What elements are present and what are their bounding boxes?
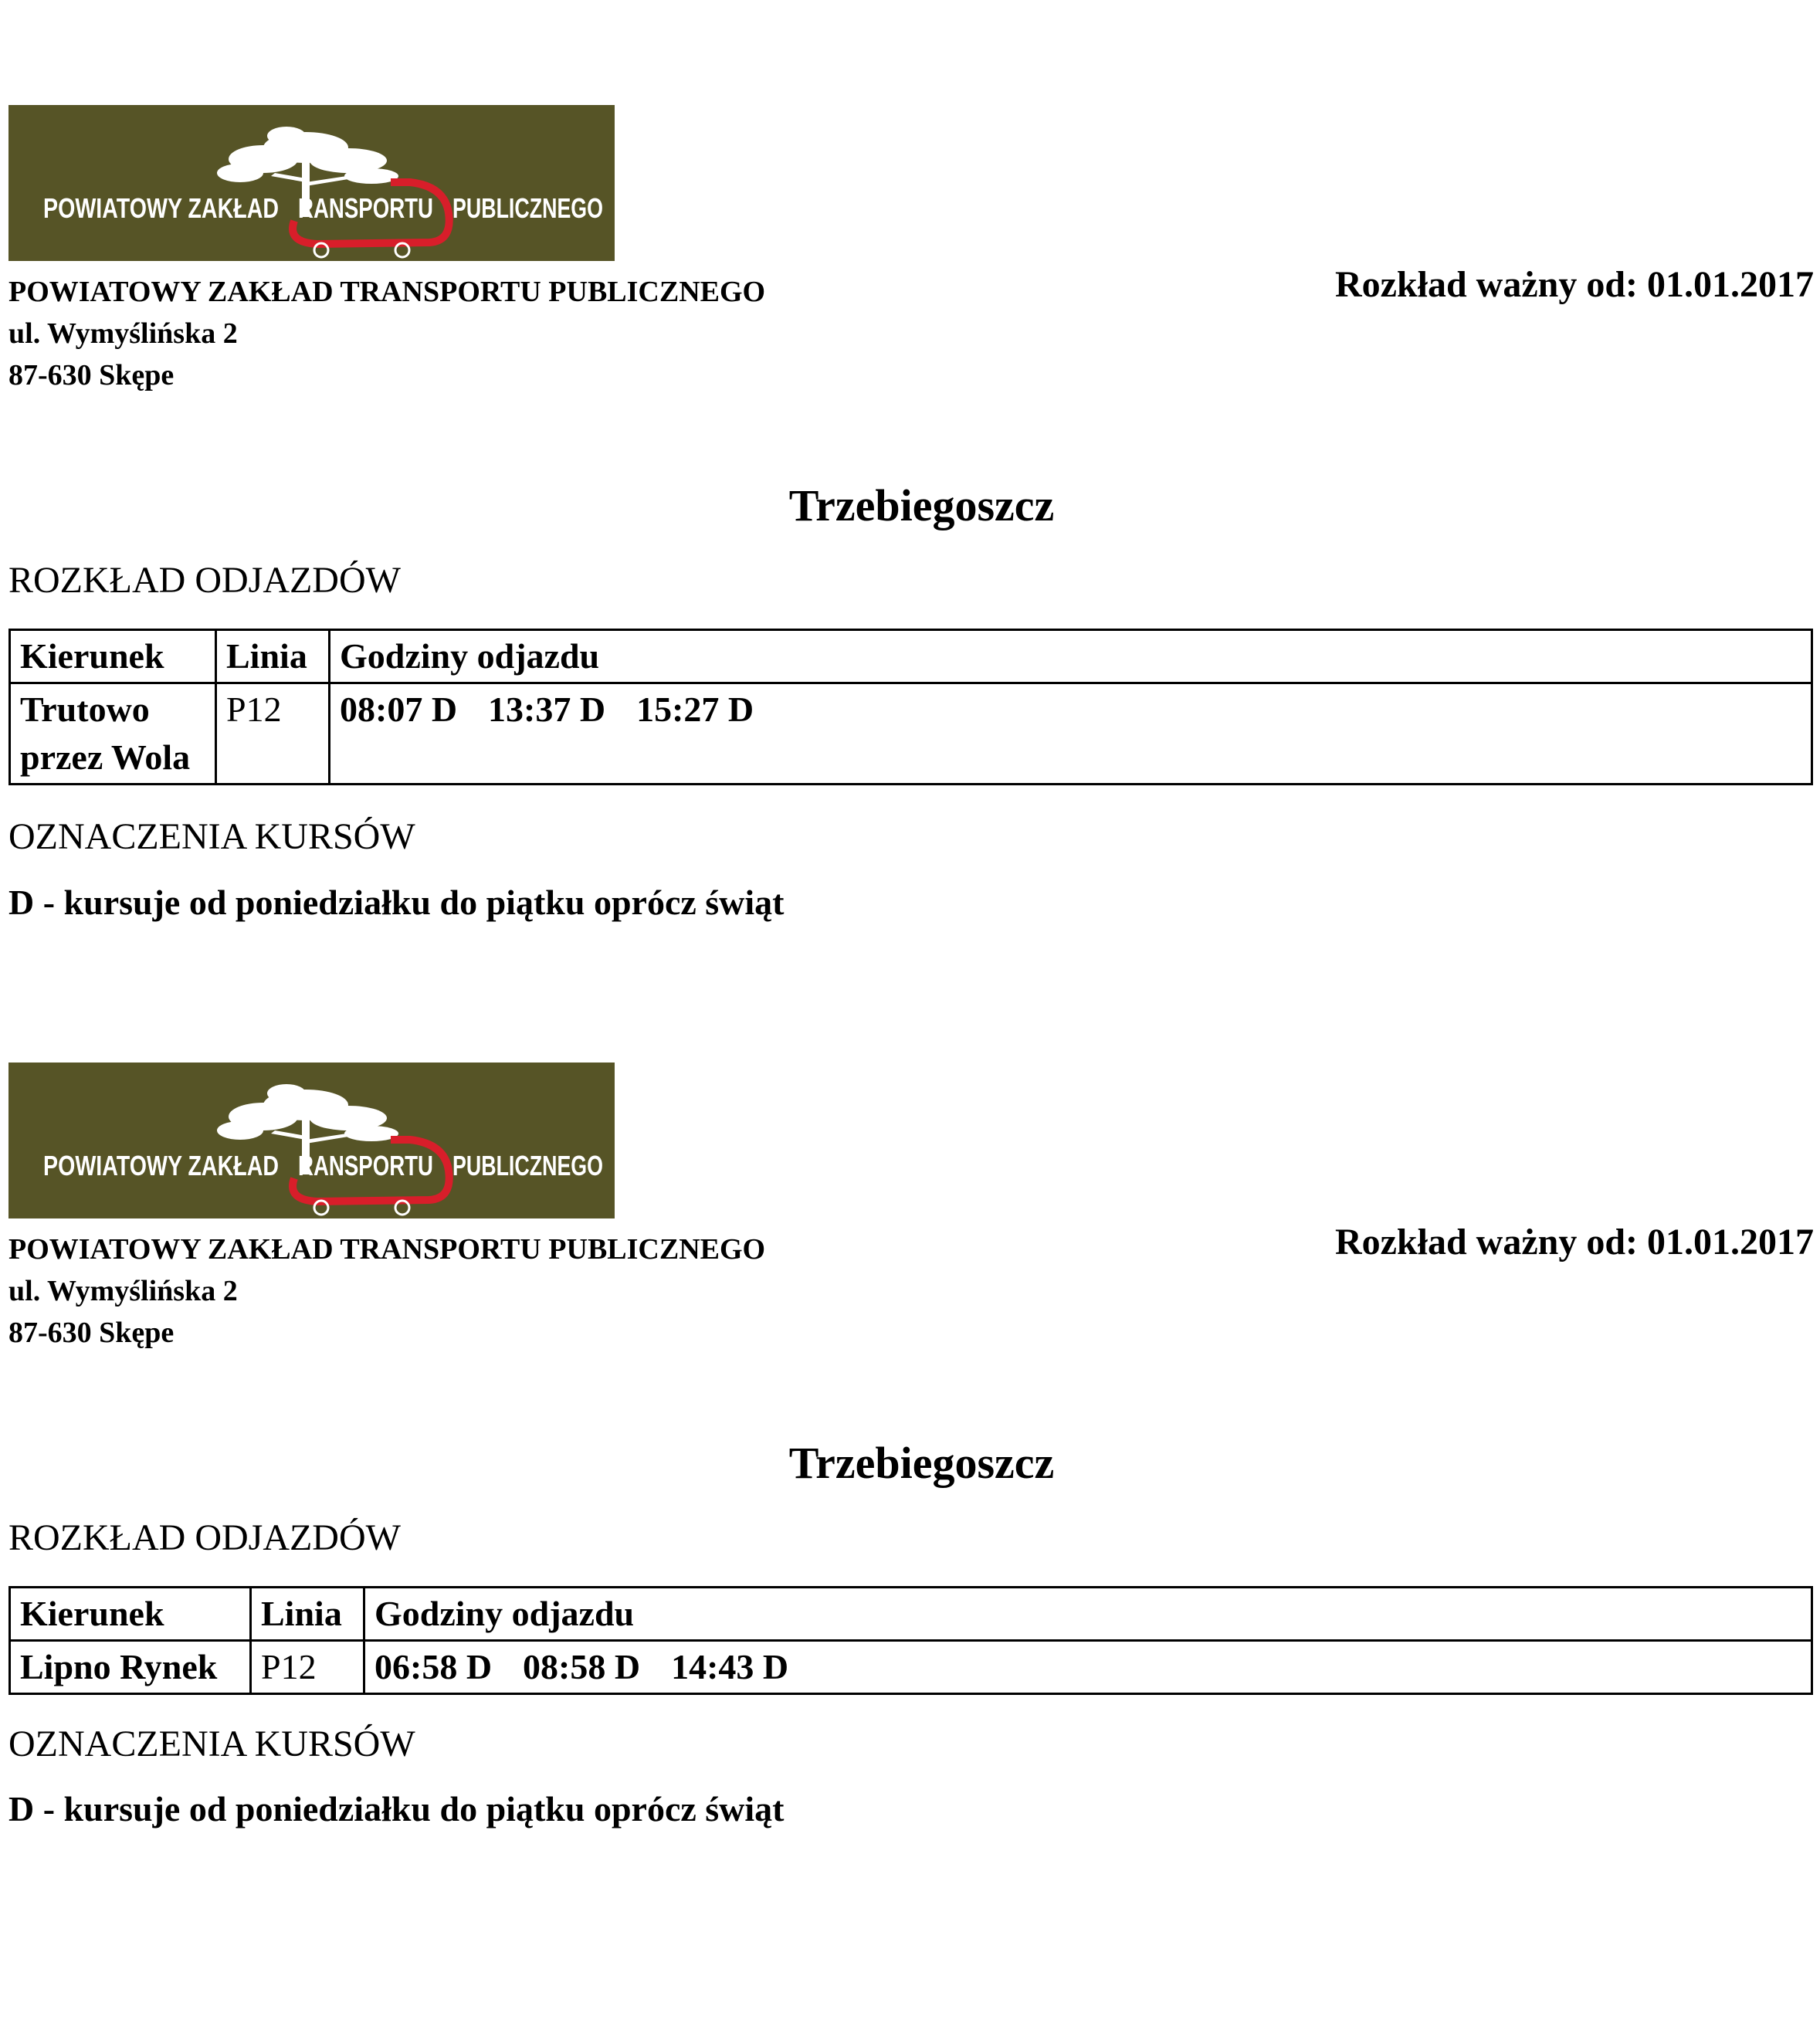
legend-title: OZNACZENIA KURSÓW	[8, 1723, 415, 1764]
timetable-section-2	[0, 1063, 1820, 2020]
tree-bus-icon	[8, 105, 615, 261]
header-times: Godziny odjazdu	[330, 630, 1812, 683]
logo-text-mid: RANSPORTU	[298, 1150, 433, 1181]
times-cell	[364, 1641, 1812, 1694]
company-street: ul. Wymyślińska 2	[8, 317, 238, 350]
direction-cell	[10, 1641, 251, 1694]
valid-from: Rozkład ważny od: 01.01.2017	[1334, 264, 1814, 305]
timetable	[8, 1586, 1813, 1695]
company-address	[8, 271, 765, 396]
direction-cell	[10, 683, 216, 785]
company-logo	[8, 1063, 615, 1218]
timetable	[8, 629, 1813, 785]
header-line: Linia	[216, 630, 330, 683]
departure-time: 15:27 D	[636, 690, 754, 729]
departure-time: 08:58 D	[523, 1647, 641, 1686]
header-direction: Kierunek	[10, 630, 216, 683]
stop-name: Trzebiegoszcz	[788, 480, 1055, 530]
departure-time: 06:58 D	[375, 1647, 493, 1686]
direction-line1: Trutowo	[20, 690, 150, 729]
departure-time: 08:07 D	[340, 690, 458, 729]
company-name: POWIATOWY ZAKŁAD TRANSPORTU PUBLICZNEGO	[8, 276, 766, 308]
header-direction: Kierunek	[10, 1588, 251, 1641]
logo-text-mid: RANSPORTU	[298, 192, 433, 224]
schedule-title: ROZKŁAD ODJAZDÓW	[8, 1517, 401, 1558]
stop-name: Trzebiegoszcz	[788, 1438, 1055, 1488]
times-cell	[330, 683, 1812, 785]
departure-time: 13:37 D	[488, 690, 606, 729]
schedule-title: ROZKŁAD ODJAZDÓW	[8, 560, 401, 601]
company-city: 87-630 Skępe	[8, 359, 175, 391]
tree-bus-icon	[8, 1063, 615, 1218]
direction-line1: Lipno Rynek	[20, 1647, 218, 1686]
legend-title: OZNACZENIA KURSÓW	[8, 816, 415, 857]
legend-text: D - kursuje od poniedziałku do piątku oprócz świąt	[8, 1789, 785, 1829]
table-row	[10, 1641, 1812, 1694]
header-times: Godziny odjazdu	[364, 1588, 1812, 1641]
company-street: ul. Wymyślińska 2	[8, 1275, 238, 1307]
line-cell: P12	[251, 1641, 364, 1694]
company-address	[8, 1229, 765, 1354]
valid-from: Rozkład ważny od: 01.01.2017	[1334, 1222, 1814, 1262]
company-logo	[8, 105, 615, 261]
header-line: Linia	[251, 1588, 364, 1641]
company-city: 87-630 Skępe	[8, 1317, 175, 1349]
table-header-row	[10, 1588, 1812, 1641]
logo-text-right: PUBLICZNEGO	[452, 192, 603, 224]
legend-text: D - kursuje od poniedziałku do piątku oprócz świąt	[8, 883, 785, 922]
company-name: POWIATOWY ZAKŁAD TRANSPORTU PUBLICZNEGO	[8, 1233, 766, 1266]
table-header-row	[10, 630, 1812, 683]
logo-text-left: POWIATOWY ZAKŁAD	[43, 1150, 279, 1181]
logo-text-right: PUBLICZNEGO	[452, 1150, 603, 1181]
table-row	[10, 683, 1812, 785]
departure-time: 14:43 D	[671, 1647, 789, 1686]
timetable-section-1	[0, 105, 1820, 1063]
logo-text-left: POWIATOWY ZAKŁAD	[43, 192, 279, 224]
direction-line2: przez Wola	[20, 737, 191, 777]
line-cell: P12	[216, 683, 330, 785]
